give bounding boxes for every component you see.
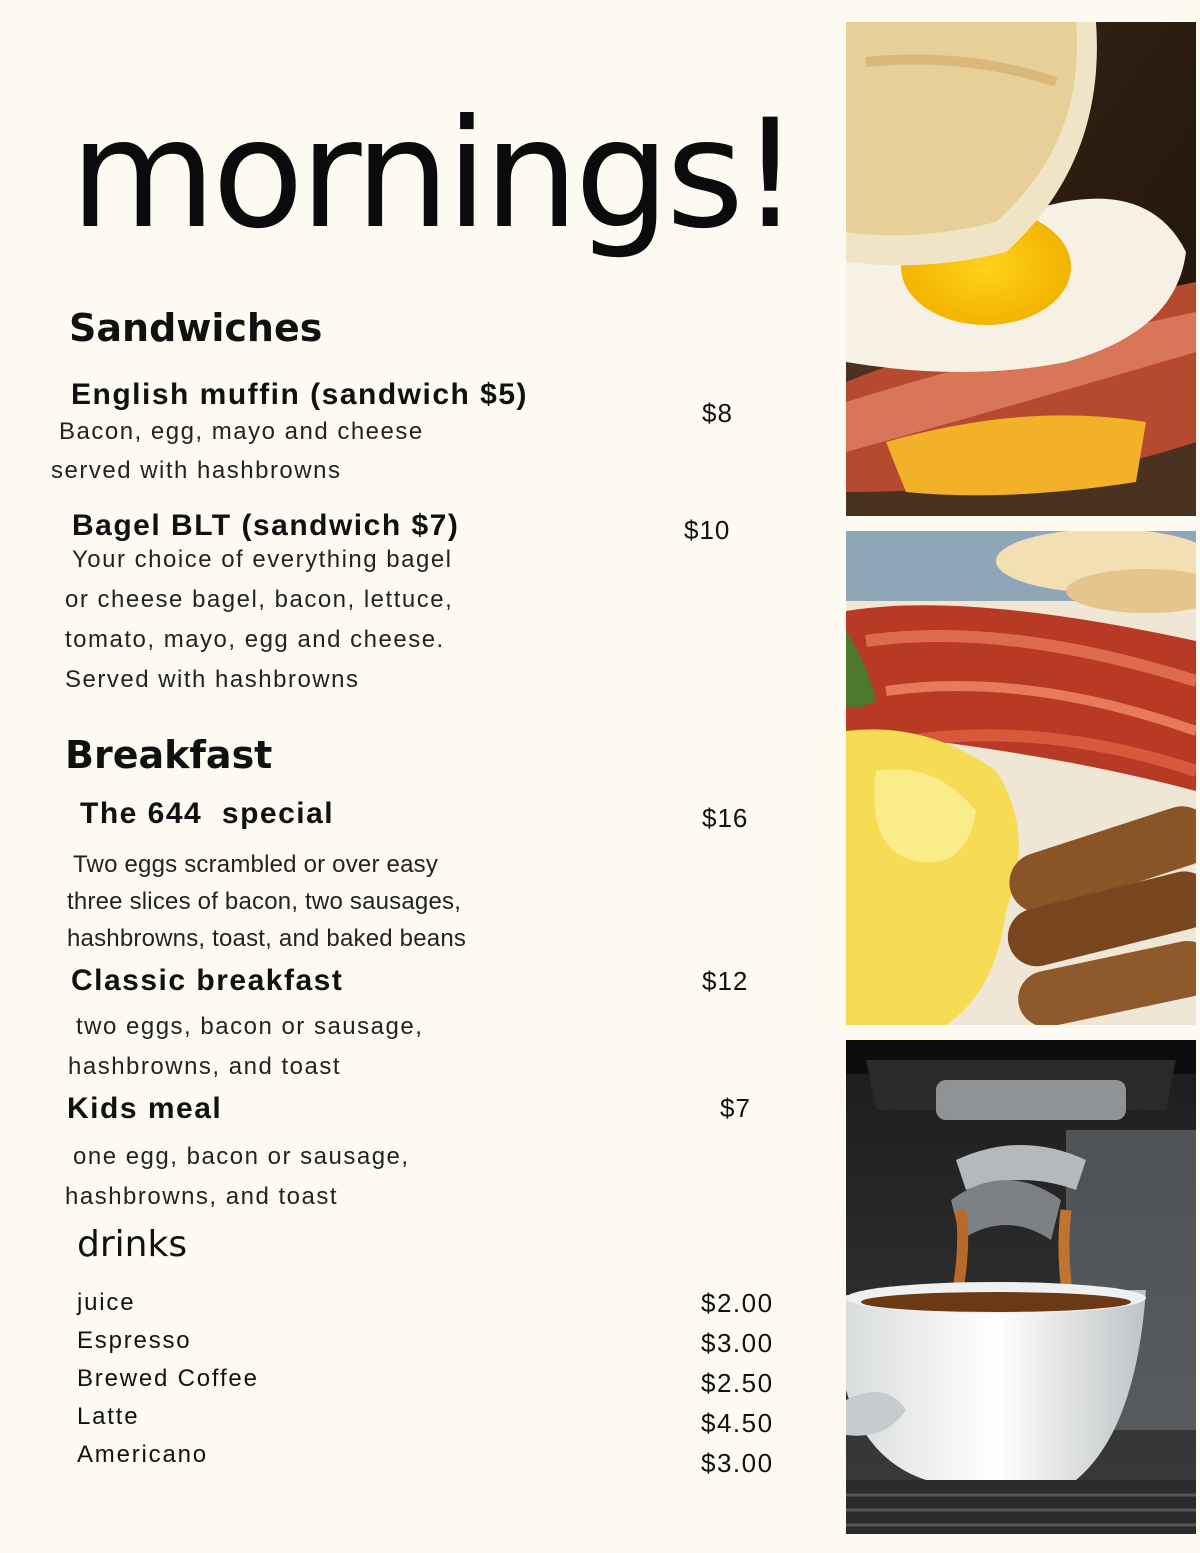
menu-item-desc-line: three slices of bacon, two sausages,: [67, 888, 462, 915]
menu-item-price: $16: [702, 803, 749, 833]
menu-item-desc-line: one egg, bacon or sausage,: [73, 1143, 410, 1170]
drink-price: $2.00: [701, 1288, 774, 1318]
drinks-list: [77, 1284, 259, 1474]
menu-item-desc-line: hashbrowns, toast, and baked beans: [67, 925, 467, 952]
menu-item-desc-line: Two eggs scrambled or over easy: [73, 851, 439, 878]
section-heading-drinks: drinks: [77, 1224, 188, 1265]
menu-item-price: $10: [684, 515, 731, 545]
espresso-pour-photo: [846, 1040, 1196, 1534]
menu-item-desc-line: tomato, mayo, egg and cheese.: [65, 626, 445, 653]
drink-name: Latte: [77, 1403, 140, 1430]
drink-price: $2.50: [701, 1368, 774, 1398]
drink-price: $4.50: [701, 1408, 774, 1438]
menu-item-name: Kids meal: [67, 1092, 223, 1125]
menu-item-price: $12: [702, 966, 749, 996]
menu-item-desc-line: two eggs, bacon or sausage,: [76, 1013, 424, 1040]
menu-item-desc-line: or cheese bagel, bacon, lettuce,: [65, 586, 454, 613]
menu-item-name: Bagel BLT (sandwich $7): [72, 509, 460, 542]
menu-item-desc-line: hashbrowns, and toast: [65, 1183, 338, 1210]
bacon-eggs-sausage-photo: [846, 531, 1196, 1025]
menu-item-desc-line: hashbrowns, and toast: [68, 1053, 341, 1080]
section-heading-sandwiches: Sandwiches: [69, 306, 323, 350]
menu-item-desc-line: Served with hashbrowns: [65, 666, 360, 693]
menu-item-desc-line: Your choice of everything bagel: [72, 546, 453, 573]
menu-item-desc-line: Bacon, egg, mayo and cheese: [59, 418, 424, 445]
menu-item-price: $8: [702, 398, 733, 428]
menu-item-name: The 644 special: [80, 797, 335, 830]
drink-name: Espresso: [77, 1327, 192, 1354]
drink-name: juice: [77, 1289, 136, 1316]
drink-price: $3.00: [701, 1328, 774, 1358]
drink-name: Americano: [77, 1441, 208, 1468]
drink-name: Brewed Coffee: [77, 1365, 259, 1392]
menu-item-desc-line: served with hashbrowns: [51, 457, 342, 484]
drink-price: $3.00: [701, 1448, 774, 1478]
section-heading-breakfast: Breakfast: [65, 733, 273, 777]
drinks-prices: [701, 1284, 774, 1484]
menu-item-name: Classic breakfast: [71, 964, 344, 997]
menu-item-name: English muffin (sandwich $5): [71, 378, 529, 411]
menu-item-price: $7: [720, 1093, 751, 1123]
page-title: mornings!: [70, 88, 797, 262]
breakfast-sandwich-photo: [846, 22, 1196, 516]
